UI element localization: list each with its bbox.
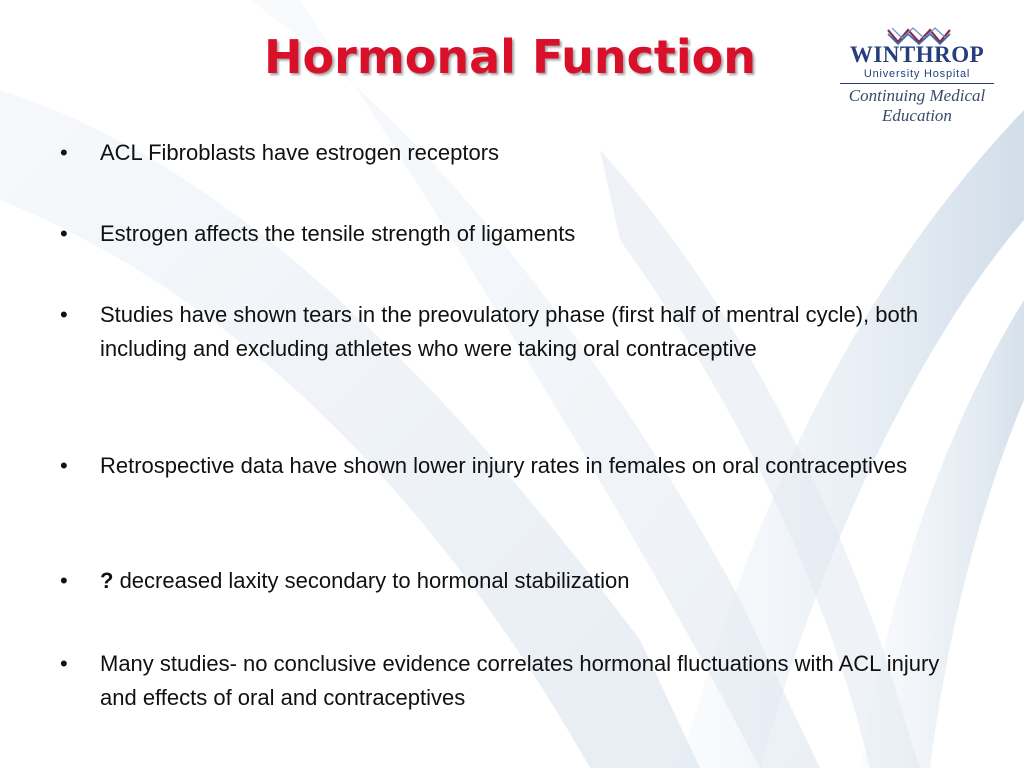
bullet-text-rest: decreased laxity secondary to hormonal stabilization [113,568,630,593]
bullet-glyph: • [60,651,68,676]
bullet-glyph: • [60,302,68,327]
logo-cme-line2: Education [882,106,952,125]
winthrop-logo [834,22,1004,132]
logo-cme-line1: Continuing Medical [848,86,986,105]
logo-name: WINTHROP [849,42,985,67]
question-mark: ? [100,568,114,593]
bullet-text [100,564,950,598]
logo-subtitle: University Hospital [863,68,971,80]
bullet-text: Studies have shown tears in the preovulatory phase (first half of mentral cycle), both including and excluding athletes who were taking oral contraceptive [100,302,919,361]
bullet-glyph: • [60,221,68,246]
logo-divider [840,83,994,84]
bullet-glyph: • [60,140,68,165]
bullet-text: Retrospective data have shown lower injury rates in females on oral contraceptives [100,453,908,478]
slide-title: Hormonal Function [264,30,756,84]
bullet-text: Estrogen affects the tensile strength of ligaments [100,221,576,246]
bullet-glyph: • [60,453,68,478]
bullet-glyph: • [60,568,68,593]
bullet-text: Many studies- no conclusive evidence correlates hormonal fluctuations with ACL injury and effects of oral and contraceptives [100,651,940,710]
bullet-text: ACL Fibroblasts have estrogen receptors [100,140,500,165]
